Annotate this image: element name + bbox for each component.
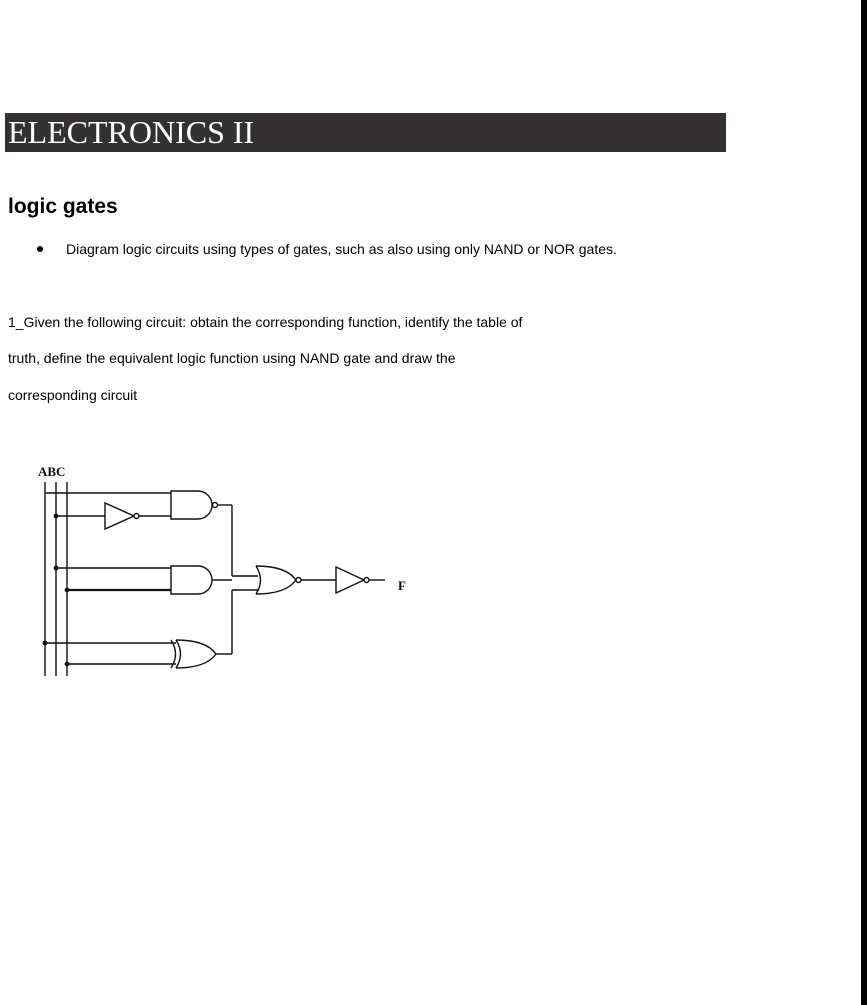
and-gate-top [171,491,212,519]
question-line-1: 1_Given the following circuit: obtain the corresponding function, identify the table of [8,314,523,330]
page-edge [861,0,867,1005]
not-gate-input [105,503,139,529]
output-label: F [398,578,406,593]
bullet-icon [37,246,43,252]
document-title: ELECTRONICS II [8,114,255,150]
input-label: ABC [38,464,66,479]
question-line-3: corresponding circuit [8,387,138,403]
question-line-2: truth, define the equivalent logic function using NAND gate and draw the [8,350,456,366]
or-gate [256,566,296,594]
xor-gate-bottom [171,640,216,668]
document-title-bar [5,113,726,152]
nor-bubble [296,578,301,583]
bullet-text: Diagram logic circuits using types of gates, such as also using only NAND or NOR gates. [66,241,617,257]
section-heading: logic gates [8,195,118,218]
and-gate-middle [171,566,212,594]
not-gate-output [336,567,369,593]
logic-circuit-diagram [0,455,440,685]
